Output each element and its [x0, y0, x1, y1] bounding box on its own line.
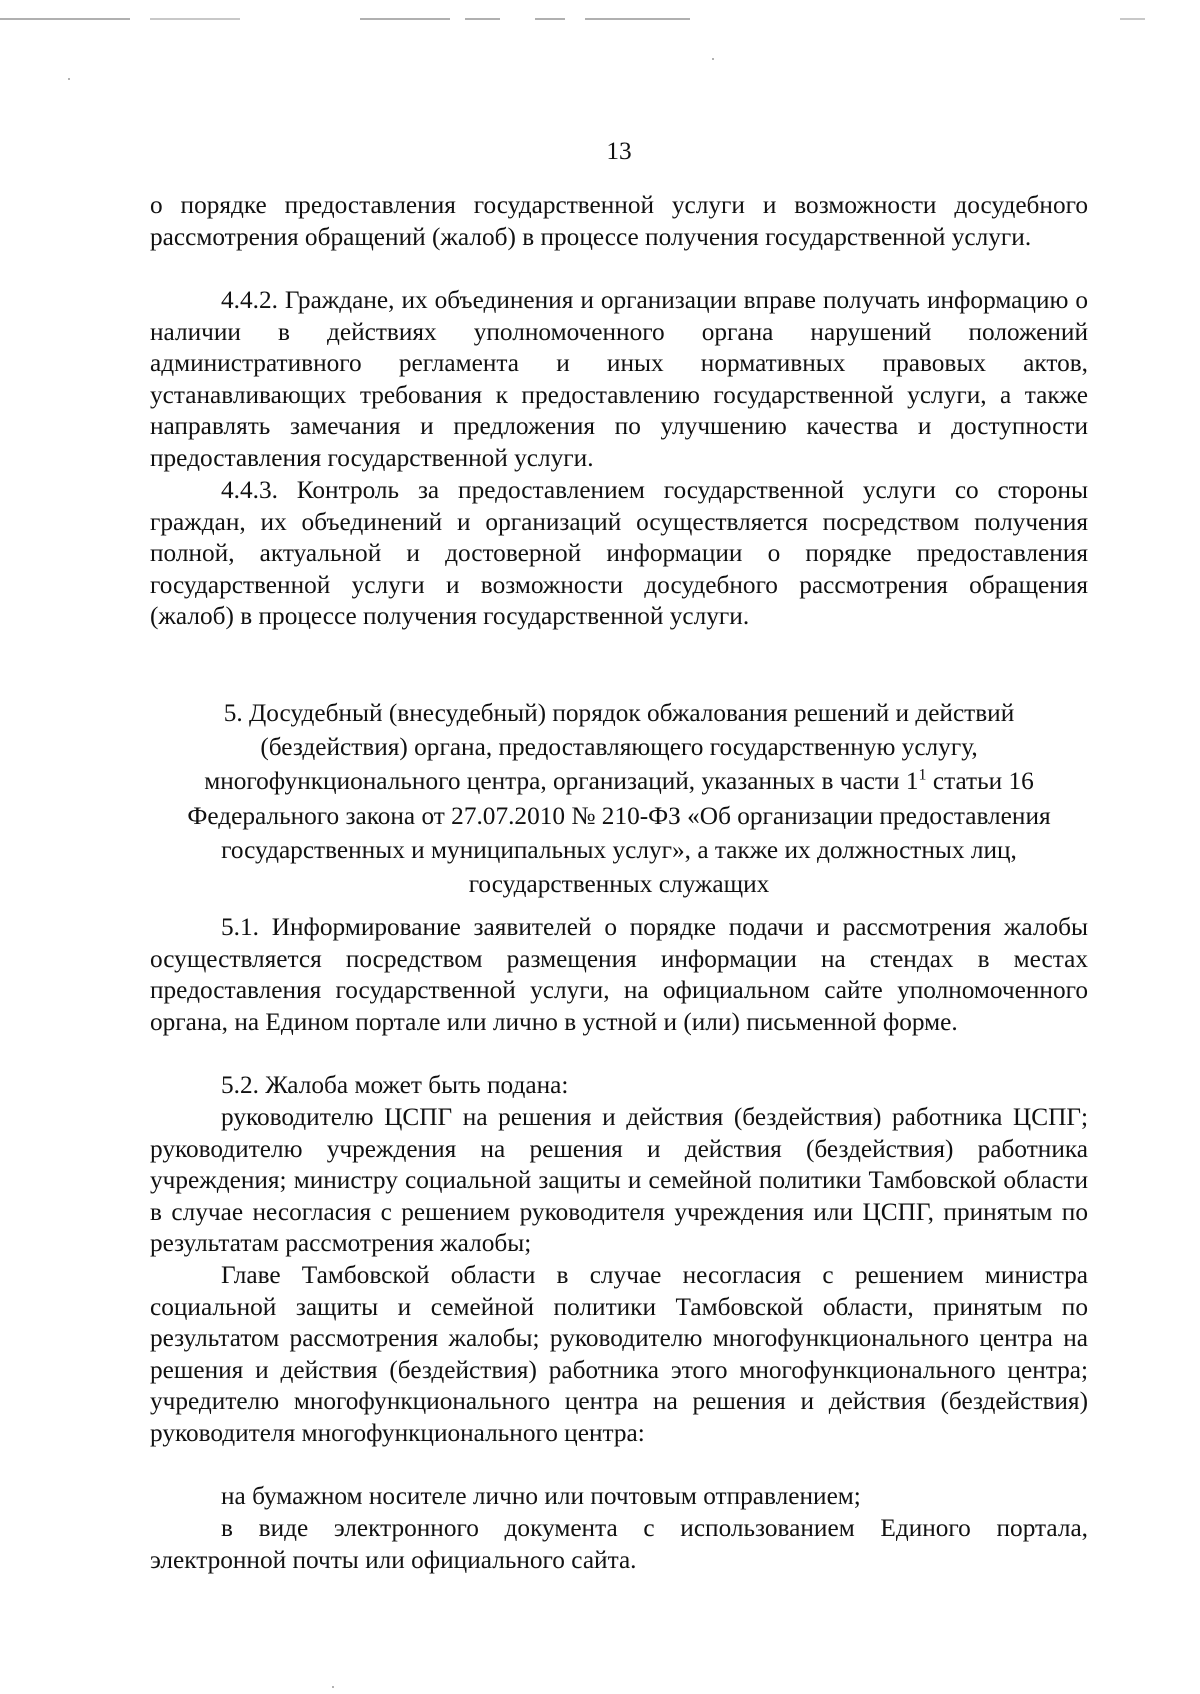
- paragraph-continuation: о порядке предоставления государственной услуги и возможности досудебного рассмотрения обращений (жалоб) в процессе получения государственной услуги.: [150, 191, 1088, 251]
- heading-line: государственных и муниципальных услуг», а также их должностных лиц,: [221, 835, 1017, 864]
- heading-text: статьи 16: [926, 767, 1034, 796]
- heading-superscript: 1: [918, 766, 927, 784]
- scan-artifact-line: [0, 18, 130, 20]
- paragraph-5-2: 5.2. Жалоба может быть подана:: [221, 1071, 569, 1099]
- heading-line: Федерального закона от 27.07.2010 № 210-ФЗ «Об организации предоставления: [187, 801, 1051, 830]
- paragraph-4-4-2: 4.4.2. Граждане, их объединения и организации вправе получать информацию о наличии в действиях уполномоченного органа нарушений положений административного регламента и иных нормативных правовых актов, устанавливающих требования к предоставлению государственной услуги, а также направлять замечания и предложения по улучшению качества и доступности предоставления государственной услуги.: [150, 286, 1088, 472]
- scan-speck: [68, 78, 70, 80]
- section-5-heading: [150, 696, 1088, 901]
- paragraph-5-1: 5.1. Информирование заявителей о порядке подачи и рассмотрения жалобы осуществляется посредством размещения информации на стендах в местах предоставления государственной услуги, на официальном сайте уполномоченного органа, на Едином портале или лично в устной и (или) письменной форме.: [150, 913, 1088, 1036]
- paragraph-5-2-list-b: Главе Тамбовской области в случае несогласия с решением министра социальной защиты и семейной политики Тамбовской области, принятым по результатом рассмотрения жалобы; руководителю многофункционального центра на решения и действия (бездействия) работника этого многофункционального центра; учредителю многофункционального центра на решения и действия (бездействия) руководителя многофункционального центра:: [150, 1261, 1088, 1447]
- heading-line: (бездействия) органа, предоставляющего государственную услугу,: [260, 733, 978, 762]
- paragraph-5-2-list-c: на бумажном носителе лично или почтовым отправлением;: [221, 1482, 861, 1510]
- heading-line: [150, 764, 1088, 798]
- paragraph-5-2-list-d: в виде электронного документа с использованием Единого портала, электронной почты или официального сайта.: [150, 1514, 1088, 1574]
- paragraph-4-4-3: 4.4.3. Контроль за предоставлением государственной услуги со стороны граждан, их объединений и организаций осуществляется посредством получения полной, актуальной и достоверной информации о порядке предоставления государственной услуги и возможности досудебного рассмотрения обращения (жалоб) в процессе получения государственной услуги.: [150, 476, 1088, 631]
- heading-line: 5. Досудебный (внесудебный) порядок обжалования решений и действий: [223, 699, 1015, 727]
- document-page: [150, 0, 1088, 1694]
- heading-line: государственных служащих: [468, 870, 770, 899]
- scan-artifact-line: [1120, 18, 1145, 20]
- paragraph-5-2-list-a: руководителю ЦСПГ на решения и действия (бездействия) работника ЦСПГ; руководителю учреждения на решения и действия (бездействия) работника учреждения; министру социальной защиты и семейной политики Тамбовской области в случае несогласия с решением руководителя учреждения или ЦСПГ, принятым по результатам рассмотрения жалобы;: [150, 1103, 1088, 1258]
- heading-text: многофункционального центра, организаций, указанных в части 1: [204, 767, 919, 796]
- page-number: 13: [606, 137, 632, 165]
